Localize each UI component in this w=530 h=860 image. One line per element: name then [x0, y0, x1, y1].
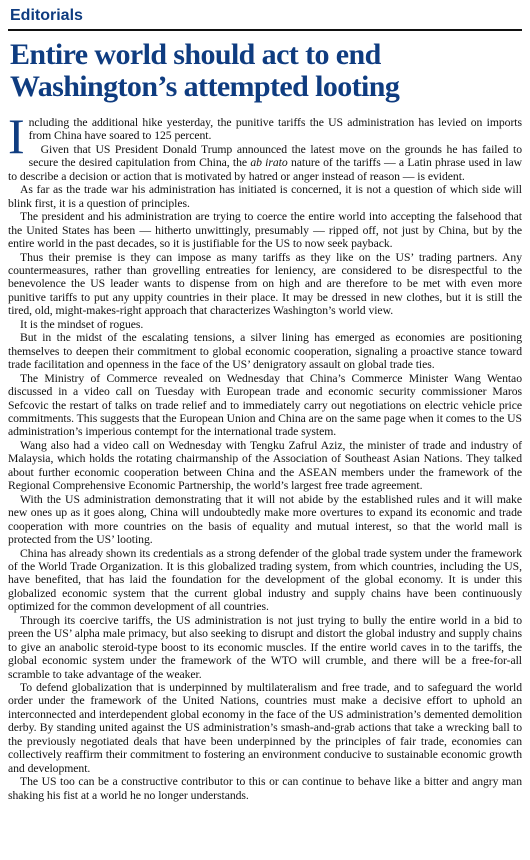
paragraph: As far as the trade war his administration has initiated is concerned, it is not a question of which side will blink first, it is a question of principles. — [8, 183, 522, 210]
paragraph: The US too can be a constructive contributor to this or can continue to behave like a bitter and angry man shaking his fist at a world he no longer understands. — [8, 775, 522, 802]
paragraph: To defend globalization that is underpinned by multilateralism and free trade, and to safeguard the world order under the framework of the United Nations, countries must make a decisive effort to uphold an interconnected and interdependent global economy in the face of the US administration’s demented demolition derby. By standing united against the US administration’s smash-and-grab actions that take a wrecking ball to the previously negotiated deals that have been underpinned by the principles of fair trade, economies can collectively reaffirm their commitment to fostering an environment conducive to sustainable economic growth and development. — [8, 681, 522, 775]
paragraph: But in the midst of the escalating tensions, a silver lining has emerged as economies are positioning themselves to deepen their commitment to global economic cooperation, signaling a proactive stance toward trade facilitation and openness in the face of the US’ denigratory assault on global trade ties. — [8, 331, 522, 372]
headline — [10, 39, 522, 103]
paragraph: China has already shown its credentials as a strong defender of the global trade system under the framework of the World Trade Organization. It is this globalized trading system, from which countries, including the US, have benefited, that has laid the foundation for the development of the global economy. It is under this globalized economic system that the current global industry and supply chains have been continuously optimized for the common development of all countries. — [8, 546, 522, 614]
editorial-page — [0, 5, 530, 860]
section-divider — [8, 29, 522, 31]
paragraph — [8, 143, 522, 183]
drop-cap: I — [8, 108, 25, 164]
paragraph: With the US administration demonstrating that it will not abide by the established rules and it will make new ones up as it goes along, China will undoubtedly make more overtures to expand its economic and trade cooperation with more countries on the basis of equality and mutual interest, so that the world mall is protected from the US’ looting. — [8, 492, 522, 547]
headline-line-1: Entire world should act to end — [10, 38, 381, 71]
paragraph: Through its coercive tariffs, the US administration is not just trying to bully the entire world in a bid to preen the US’ alpha male primacy, but also seeking to disrupt and distort the global industry and supply chains to give an anabolic steroid-type boost to its economic muscles. If the entire world caves in to the tariffs, the global economic system under the framework of the WTO will crumble, and there will be a free-for-all scramble to take advantage of the weaker. — [8, 613, 522, 681]
headline-line-2: Washington’s attempted looting — [10, 70, 400, 103]
paragraph: Wang also had a video call on Wednesday with Tengku Zafrul Aziz, the minister of trade and industry of Malaysia, which holds the rotating chairmanship of the Association of Southeast Asian Nations. They talked about further economic cooperation between China and the ASEAN members under the framework of the Regional Comprehensive Economic Partnership, the world’s largest free trade agreement. — [8, 438, 522, 493]
paragraph-text: Given that US President Donald Trump announced the latest move on the grounds he has failed to secure the desired capitulation from China, the — [28, 142, 522, 170]
paragraph: The Ministry of Commerce revealed on Wednesday that China’s Commerce Minister Wang Wentao discussed in a video call on Tuesday with European trade and economic security commissioner Maros Sefcovic the restart of talks on trade relief and to immediately carry out negotiations on electric vehicle price commitments. This suggests that the European Union and China are on the same page when it comes to the US administration’s imperious contempt for the international trade system. — [8, 371, 522, 439]
section-label: Editorials — [10, 7, 83, 24]
paragraph: It is the mindset of rogues. — [20, 317, 144, 331]
paragraph-text: nature of the tariffs — a Latin phrase used in law to describe a decision or action that is motivated by hatred or anger instead of reason — is evident. — [8, 156, 522, 183]
article-body — [8, 108, 522, 802]
paragraph: Thus their premise is they can impose as many tariffs as they like on the US’ trading partners. Any countermeasures, rather than grovelling entreaties for leniency, are considered to be disrespectful to the benevolence the US leader wants to dispense from on high and are therefore to be met with even more punitive tariffs to put any uppity countries in their place. It may be dressed in new clothes, but it is still the tired, old, might-makes-right approach that characterizes Washington’s world view. — [8, 250, 522, 318]
italic-phrase: ab irato — [250, 156, 288, 170]
paragraph: The president and his administration are trying to coerce the entire world into accepting the falsehood that the United States has been — hitherto unwittingly, presumably — ripped off, not just by China, but by the entire world in the past decades, so it is justifiable for the US to now seek payback. — [8, 210, 522, 251]
paragraph-text: ncluding the additional hike yesterday, the punitive tariffs the US administration has levied on imports from China have soared to 125 percent. — [28, 116, 522, 143]
